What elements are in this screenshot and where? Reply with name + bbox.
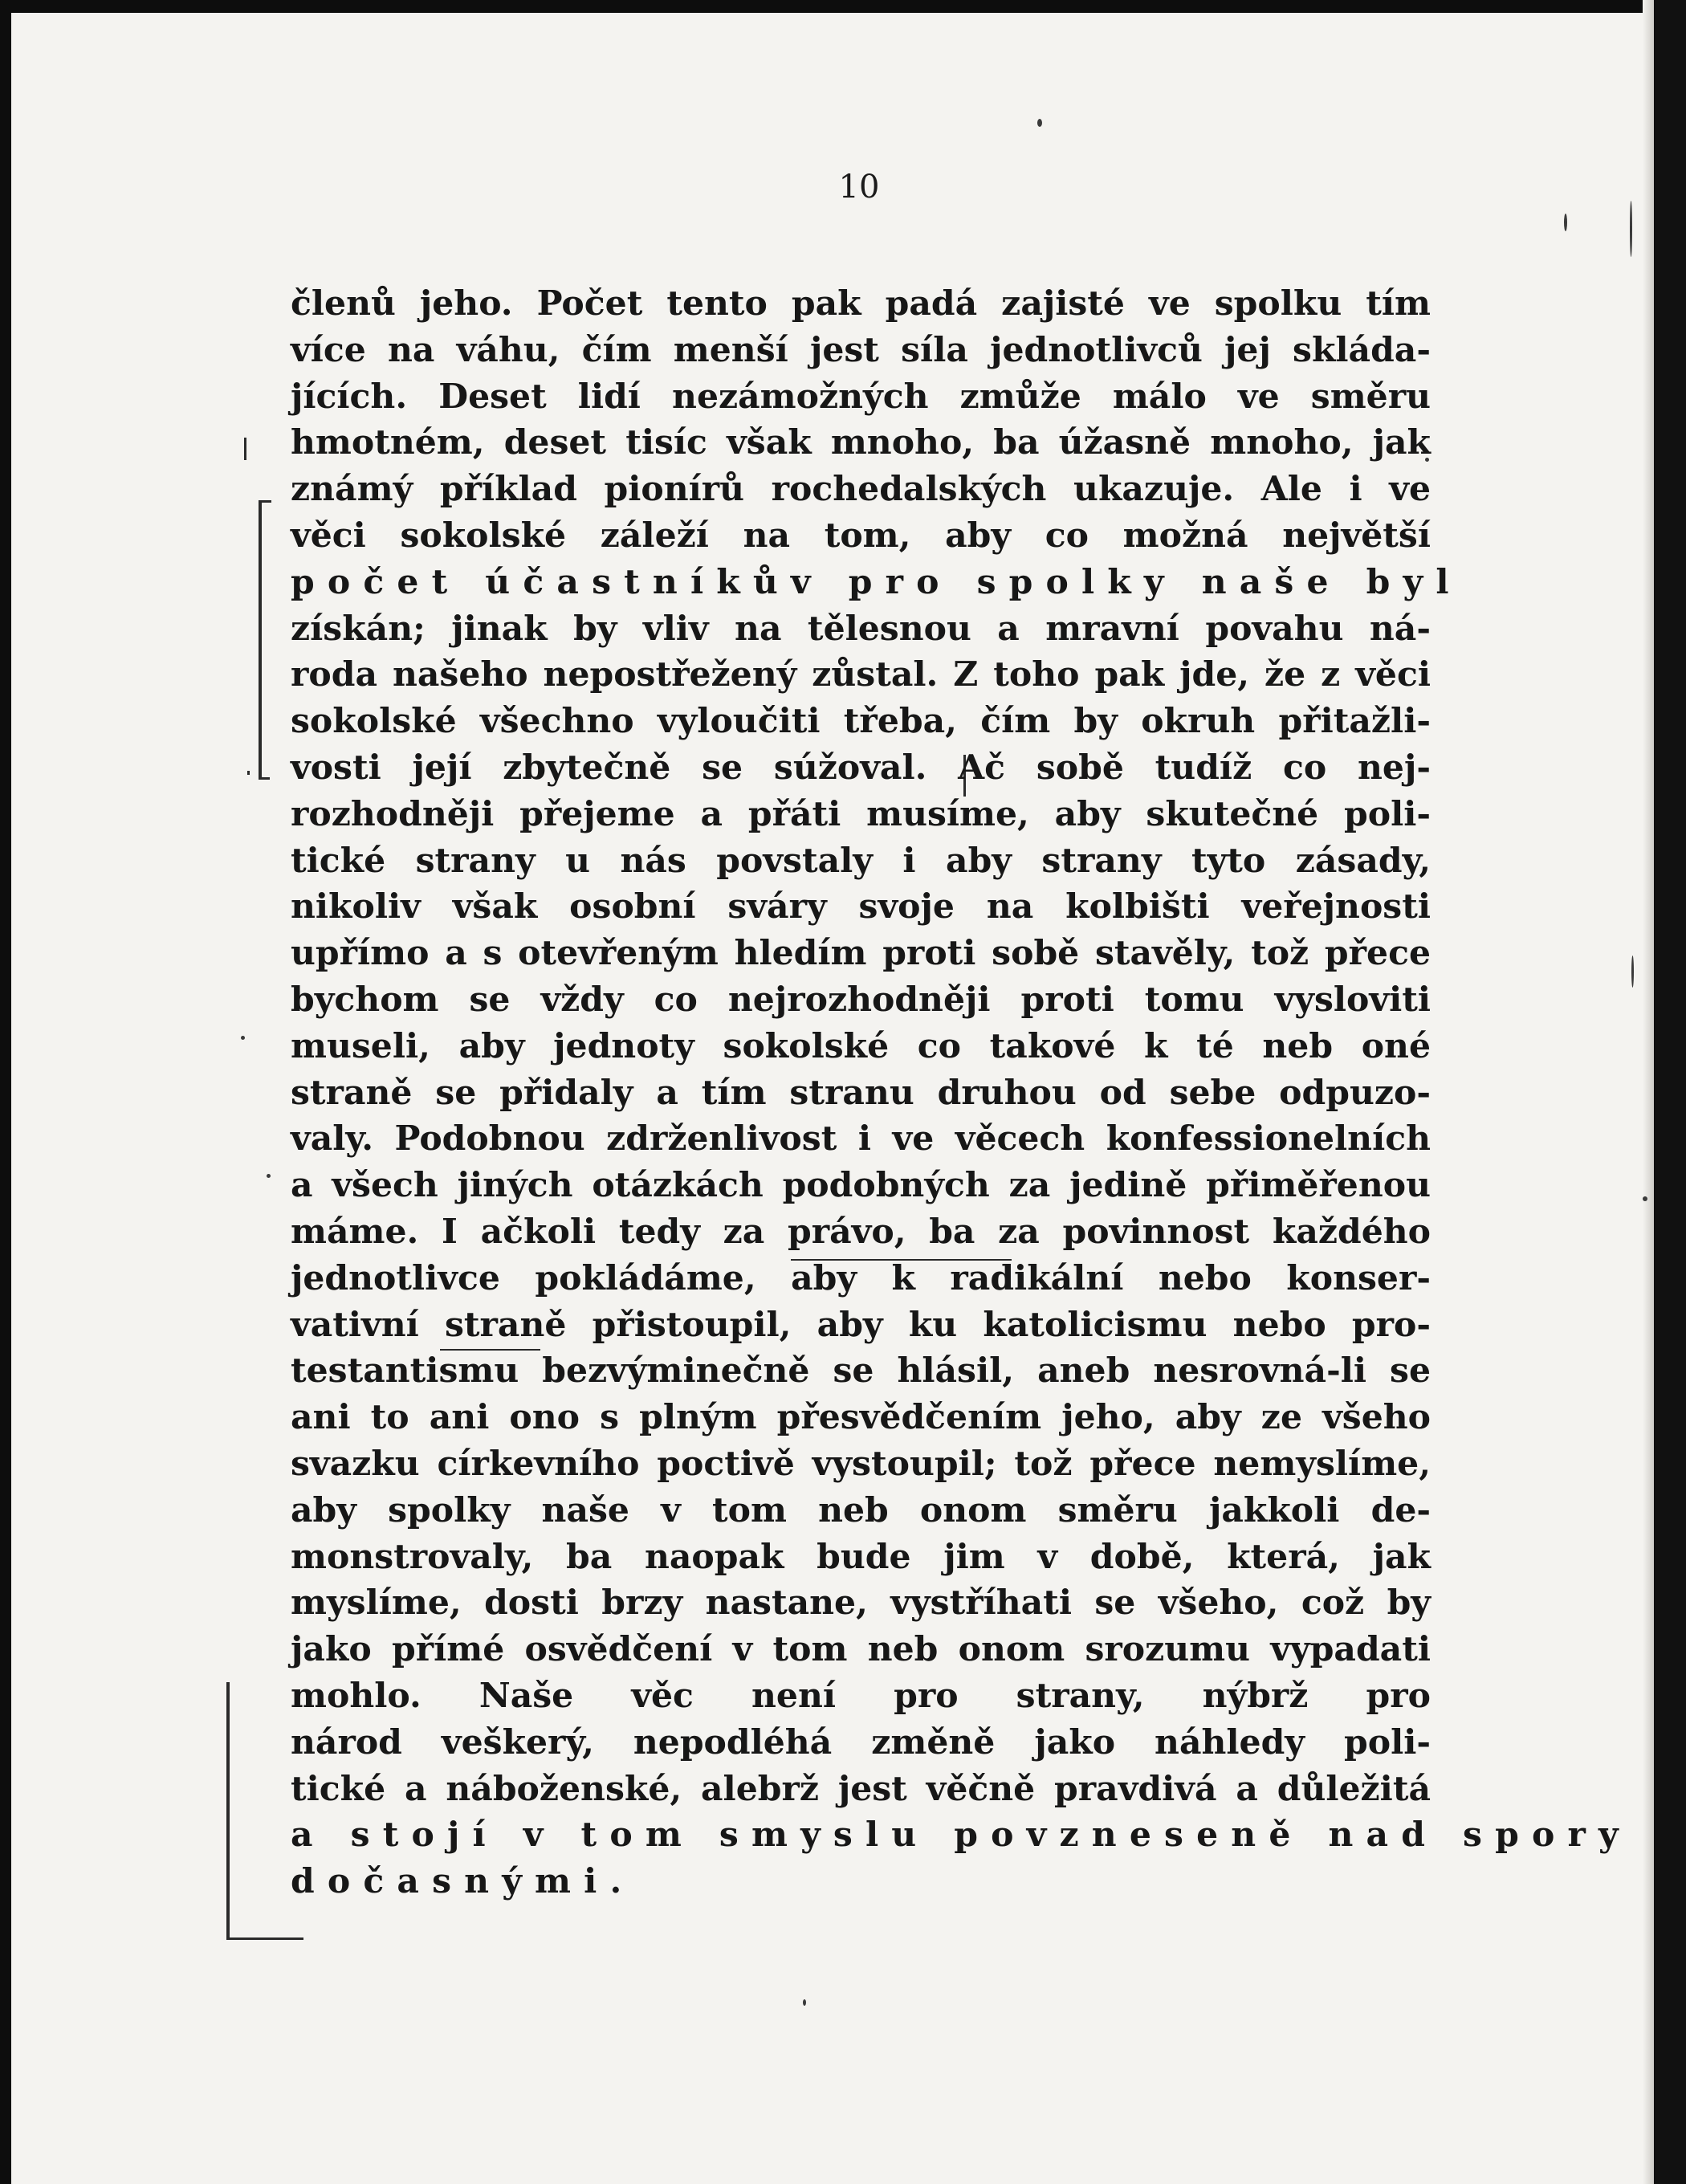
text-line-17: museli, aby jednoty sokolské co takové k té neb oné xyxy=(291,1025,1431,1066)
text-line-9: roda našeho nepostřežený zůstal. Z toho pak jde, že z věci xyxy=(291,654,1431,695)
scan-border-top xyxy=(0,0,1686,13)
text-line-26: svazku církevního poctivě vystoupil; tož přece nemyslíme, xyxy=(291,1443,1431,1484)
scan-border-left xyxy=(0,0,11,2184)
text-line-32: národ veškerý, nepodléhá změně jako náhledy poli- xyxy=(291,1722,1431,1762)
margin-bracket-mid xyxy=(247,771,250,775)
text-line-35: dočasnými. xyxy=(291,1861,635,1902)
text-line-6: věci sokolské záleží na tom, aby co možná největší xyxy=(291,515,1431,556)
margin-bracket-lower-foot xyxy=(226,1937,303,1940)
text-line-8: získán; jinak by vliv na tělesnou a mravní povahu ná- xyxy=(291,608,1431,649)
text-line-11: vosti její zbytečně se súžoval. Ač sobě tudíž co nej- xyxy=(291,747,1431,788)
text-line-27: aby spolky naše v tom neb onom směru jakkoli de- xyxy=(291,1489,1431,1530)
text-line-5: známý příklad pionírů rochedalských ukazuje. Ale i ve xyxy=(291,469,1431,510)
margin-bracket-upper-top xyxy=(259,500,271,503)
body-text xyxy=(291,281,1631,1905)
text-line-24: testantismu bezvýminečně se hlásil, aneb nesrovná-li se xyxy=(291,1351,1431,1391)
text-line-19: valy. Podobnou zdrženlivost i ve věcech konfessionelních xyxy=(291,1118,1431,1159)
margin-bracket-lower xyxy=(226,1682,230,1939)
text-line-20: a všech jiných otázkách podobných za jedině přiměřenou xyxy=(291,1165,1431,1206)
text-line-28: monstrovaly, ba naopak bude jim v době, která, jak xyxy=(291,1536,1431,1577)
text-line-30: jako přímé osvědčení v tom neb onom srozumu vypadati xyxy=(291,1629,1431,1670)
text-line-18: straně se přidaly a tím stranu druhou od sebe odpuzo- xyxy=(291,1072,1431,1113)
text-line-4: hmotném, deset tisíc však mnoho, ba úžasně mnoho, jak xyxy=(291,422,1431,463)
text-line-34: a stojí v tom smyslu povzneseně nad spory xyxy=(291,1815,1631,1856)
text-line-29: myslíme, dosti brzy nastane, vystříhati se všeho, což by xyxy=(291,1583,1431,1624)
text-line-14: nikoliv však osobní sváry svoje na kolbišti veřejnosti xyxy=(291,886,1431,927)
margin-tick xyxy=(244,438,246,460)
text-line-3: jících. Deset lidí nezámožných zmůže málo ve směru xyxy=(291,376,1431,417)
scan-border-right xyxy=(1654,0,1686,2184)
text-line-1: členů jeho. Počet tento pak padá zajisté ve spolku tím xyxy=(291,283,1431,324)
text-line-22: jednotlivce pokládáme, aby k radikální nebo konser- xyxy=(291,1257,1431,1298)
text-line-21: máme. I ačkoli tedy za právo, ba za povinnost každého xyxy=(291,1211,1431,1252)
text-line-7: počet účastníkův pro spolky naše byl xyxy=(291,561,1462,602)
page-number: 10 xyxy=(838,169,880,206)
text-line-16: bychom se vždy co nejrozhodněji proti tomu vysloviti xyxy=(291,979,1431,1020)
text-line-31: mohlo. Naše věc není pro strany, nýbrž pro xyxy=(291,1675,1431,1716)
page-edge-shadow xyxy=(1643,0,1654,2184)
text-line-13: tické strany u nás povstaly i aby strany tyto zásady, xyxy=(291,840,1431,881)
margin-bracket-upper xyxy=(259,502,262,779)
text-line-12: rozhodněji přejeme a přáti musíme, aby skutečné poli- xyxy=(291,793,1431,834)
text-line-23: vativní straně přistoupil, aby ku katolicismu nebo pro- xyxy=(291,1304,1431,1345)
margin-bracket-upper-foot xyxy=(259,777,270,780)
text-line-10: sokolské všechno vyloučiti třeba, čím by okruh přitažli- xyxy=(291,701,1431,742)
text-line-2: více na váhu, čím menší jest síla jednotlivců jej skláda- xyxy=(291,329,1431,370)
text-line-33: tické a náboženské, alebrž jest věčně pravdivá a důležitá xyxy=(291,1768,1431,1809)
text-line-25: ani to ani ono s plným přesvědčením jeho, aby ze všeho xyxy=(291,1397,1431,1438)
text-line-15: upřímo a s otevřeným hledím proti sobě stavěly, tož přece xyxy=(291,933,1431,974)
